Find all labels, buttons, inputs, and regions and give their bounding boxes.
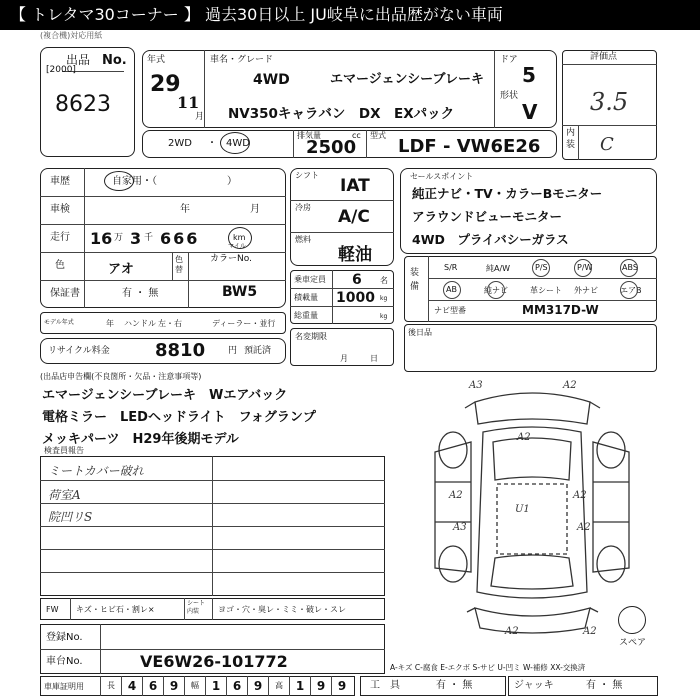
- lot-label-no: No.: [102, 53, 127, 68]
- cert-cell: 1: [205, 676, 226, 696]
- seat-text: ヨゴ・穴・臭レ・ミミ・破レ・スレ: [218, 605, 346, 614]
- cert-cell: 9: [310, 676, 331, 696]
- spare-circle: [618, 606, 646, 634]
- mileage-label: 走行: [50, 232, 70, 243]
- mileage-unit: km: [233, 233, 246, 242]
- eq-ext-navi: 外ナビ: [574, 286, 598, 295]
- sales-line-1: 純正ナビ・TV・カラーBモニター: [412, 186, 603, 201]
- seat-label: シート内装: [187, 600, 206, 615]
- subheader: (複合機)対応用紙: [40, 31, 103, 40]
- damage-mark-2: A2: [563, 380, 577, 391]
- cert-cell: 高: [268, 676, 289, 696]
- exhibitor-line-1: エマージェンシーブレーキ Wエアバック: [42, 388, 288, 403]
- warranty-label: 保証書: [50, 288, 80, 299]
- sales-line-3: 4WD プライバシーガラス: [412, 232, 569, 247]
- capacity-value: 6: [352, 272, 362, 288]
- cert-cell: 長: [100, 676, 121, 696]
- eq-abs: ABS: [622, 263, 638, 272]
- load-value: 1000: [336, 290, 375, 306]
- month-value: 11: [177, 93, 200, 112]
- eq-ps-circle: [532, 259, 550, 277]
- aircon-value: A/C: [338, 207, 370, 227]
- load-unit: kg: [380, 295, 388, 302]
- damage-mark-1: A3: [469, 380, 483, 391]
- damage-mark-4: A2: [449, 490, 463, 501]
- navi-model-label: ナビ型番: [434, 306, 466, 315]
- recycle-unit: 円: [228, 346, 238, 356]
- inspection-year-unit: 年: [180, 204, 190, 215]
- gross-label: 総重量: [294, 311, 318, 320]
- damage-mark-9: A2: [505, 626, 519, 637]
- name-change-label: 名変期限: [295, 332, 327, 341]
- damage-mark-10: A2: [583, 626, 597, 637]
- inspector-line-1: ミートカバー破れ: [48, 464, 144, 478]
- inspection-month-unit: 月: [250, 204, 260, 215]
- eq-airb-circle: [620, 281, 638, 299]
- eq-ps: P/S: [535, 263, 548, 272]
- eq-ab-circle: [443, 281, 461, 299]
- inspector-line-2: 荷室A: [48, 488, 81, 502]
- cert-cell: 4: [121, 676, 142, 696]
- eq-navi-circle: [487, 281, 505, 299]
- chassis-label: 車台No.: [46, 656, 83, 667]
- car-damage-diagram: [405, 372, 660, 642]
- model-row-handle: ハンドル: [124, 319, 156, 328]
- legend-text: A-キズ C-腐食 E-エクボ S-サビ U-凹ミ W-補修 XX-交換済: [390, 663, 586, 672]
- month-unit: 月: [195, 112, 205, 122]
- fw-text: キズ・ヒビ石・割レ×: [76, 605, 155, 614]
- displacement-unit: cc: [352, 131, 361, 140]
- drive-2wd: 2WD: [168, 138, 192, 149]
- mileage-man: 16: [90, 229, 113, 248]
- drive-4wd: 4WD: [226, 138, 250, 149]
- later-doc-box: [404, 324, 657, 372]
- cert-cell: 9: [331, 676, 352, 696]
- sales-points-label: セールスポイント: [410, 172, 474, 181]
- recycle-label: リサイクル料金: [48, 346, 110, 356]
- damage-mark-6: A3: [453, 522, 467, 533]
- year-label: 年式: [147, 55, 166, 65]
- mileage-unit-sen: 千: [144, 233, 154, 243]
- eq-aw: 純A/W: [486, 264, 511, 273]
- exhibitor-notes-label: (出品店申告欄(不良箇所・欠品・注意事項等): [40, 372, 202, 381]
- damage-mark-3: A2: [517, 432, 531, 443]
- cert-cell: 9: [247, 676, 268, 696]
- damage-mark-7: A2: [577, 522, 591, 533]
- recycle-deposit: 預託済: [244, 346, 272, 356]
- damage-mark-5: A2: [573, 490, 587, 501]
- rating-value: 3.5: [590, 88, 629, 116]
- history-circle: [104, 171, 134, 191]
- capacity-unit: 名: [380, 276, 388, 285]
- exhibitor-line-3: メッキパーツ H29年後期モデル: [42, 432, 239, 447]
- eq-pw-circle: [574, 259, 592, 277]
- cert-cell: 6: [142, 676, 163, 696]
- lot-number: 8623: [55, 92, 111, 117]
- displacement-label: 排気量: [297, 131, 321, 140]
- fuel-label: 燃料: [295, 235, 311, 244]
- load-label: 積載量: [294, 293, 318, 302]
- tools-label: 工 具: [370, 680, 400, 691]
- inspector-notes-label: 検査員報告: [44, 446, 84, 455]
- lot-tag: [2000]: [46, 65, 76, 75]
- eq-abs-circle: [620, 259, 638, 277]
- model-drive: 4WD: [253, 72, 290, 88]
- interior-label: 内装: [566, 128, 576, 150]
- banner-text: 【 トレタマ30コーナー 】 過去30日以上 JU岐阜に出品歴がない車両: [10, 5, 503, 24]
- model-name: NV350キャラバン DX EXパック: [228, 106, 455, 122]
- recycle-value: 8810: [155, 340, 206, 361]
- cert-cell: 6: [226, 676, 247, 696]
- model-row-dealer: ディーラー・並行: [212, 319, 276, 328]
- year-value: 29: [150, 72, 181, 97]
- jack-label: ジャッキ: [514, 680, 554, 691]
- eq-navi: 純ナビ: [484, 286, 508, 295]
- displacement-value: 2500: [306, 137, 357, 158]
- capacity-label: 乗車定員: [294, 275, 326, 284]
- doors-label: ドア: [500, 55, 518, 65]
- eq-pw: P/W: [577, 263, 593, 272]
- shape-value: V: [522, 100, 538, 124]
- gross-unit: kg: [380, 313, 388, 320]
- cert-cell: 9: [163, 676, 184, 696]
- inspection-label: 車検: [50, 204, 70, 215]
- rating-label: 評価点: [590, 52, 618, 62]
- color-no-value: BW5: [222, 284, 258, 300]
- cert-label: 車庫証明用: [44, 682, 84, 691]
- model-name-label: 車名・グレード: [210, 55, 274, 65]
- shift-value: IAT: [340, 176, 370, 196]
- mileage-rest: 666: [160, 229, 200, 248]
- later-doc-label: 後日品: [408, 328, 432, 337]
- inspector-line-3: 院凹リS: [48, 510, 93, 524]
- type-value: LDF - VW6E26: [398, 136, 541, 157]
- eq-ab: AB: [446, 285, 457, 294]
- spare-label: スペア: [619, 638, 647, 648]
- cert-cell: 1: [289, 676, 310, 696]
- color-no-label: カラーNo.: [210, 254, 252, 264]
- doors-value: 5: [522, 63, 536, 87]
- model-row-handle-opts: 左・右: [158, 319, 182, 328]
- registration-label: 登録No.: [46, 632, 83, 643]
- lot-label-shu: 出品: [66, 53, 91, 67]
- color-change-label: 色替: [175, 255, 183, 274]
- mileage-mile-unit: マイル: [228, 243, 246, 250]
- name-change-unit: 月日: [340, 354, 400, 363]
- tools-options: 有 ・ 無: [436, 680, 473, 691]
- color-label: 色: [55, 260, 65, 271]
- interior-value: C: [600, 134, 614, 155]
- mileage-sen: 3: [130, 229, 142, 248]
- drive-4wd-circle: [220, 132, 250, 154]
- sales-line-2: アラウンドビューモニター: [412, 209, 563, 224]
- fuel-value: 軽油: [338, 245, 372, 265]
- jack-options: 有 ・ 無: [586, 680, 623, 691]
- type-label: 型式: [370, 131, 386, 140]
- warranty-options: 有 ・ 無: [122, 288, 159, 299]
- model-row-label: モデル年式: [44, 319, 74, 326]
- eq-sr: S/R: [444, 263, 458, 272]
- drive-sep: ・: [207, 138, 217, 149]
- exhibitor-line-2: 電格ミラー LEDヘッドライト フォグランプ: [42, 410, 316, 425]
- model-feature: エマージェンシーブレーキ: [330, 72, 484, 87]
- eq-leather: 革シート: [530, 286, 562, 295]
- eq-airb: エアB: [620, 286, 642, 295]
- navi-model-value: MM317D-W: [522, 303, 599, 317]
- shape-label: 形状: [500, 91, 519, 101]
- shift-label: シフト: [295, 171, 319, 180]
- aircon-label: 冷房: [295, 203, 311, 212]
- damage-mark-8: U1: [515, 504, 530, 515]
- history-label: 車歴: [50, 176, 70, 187]
- color-value: アオ: [108, 262, 134, 277]
- history-options: 自家用・（ ）: [112, 176, 237, 187]
- model-row-year-unit: 年: [106, 319, 114, 328]
- fw-label: FW: [46, 605, 59, 614]
- cert-cell: 幅: [184, 676, 205, 696]
- chassis-value: VE6W26-101772: [140, 652, 288, 671]
- equipment-label: 装備: [410, 268, 420, 292]
- mileage-unit-man: 万: [114, 233, 124, 243]
